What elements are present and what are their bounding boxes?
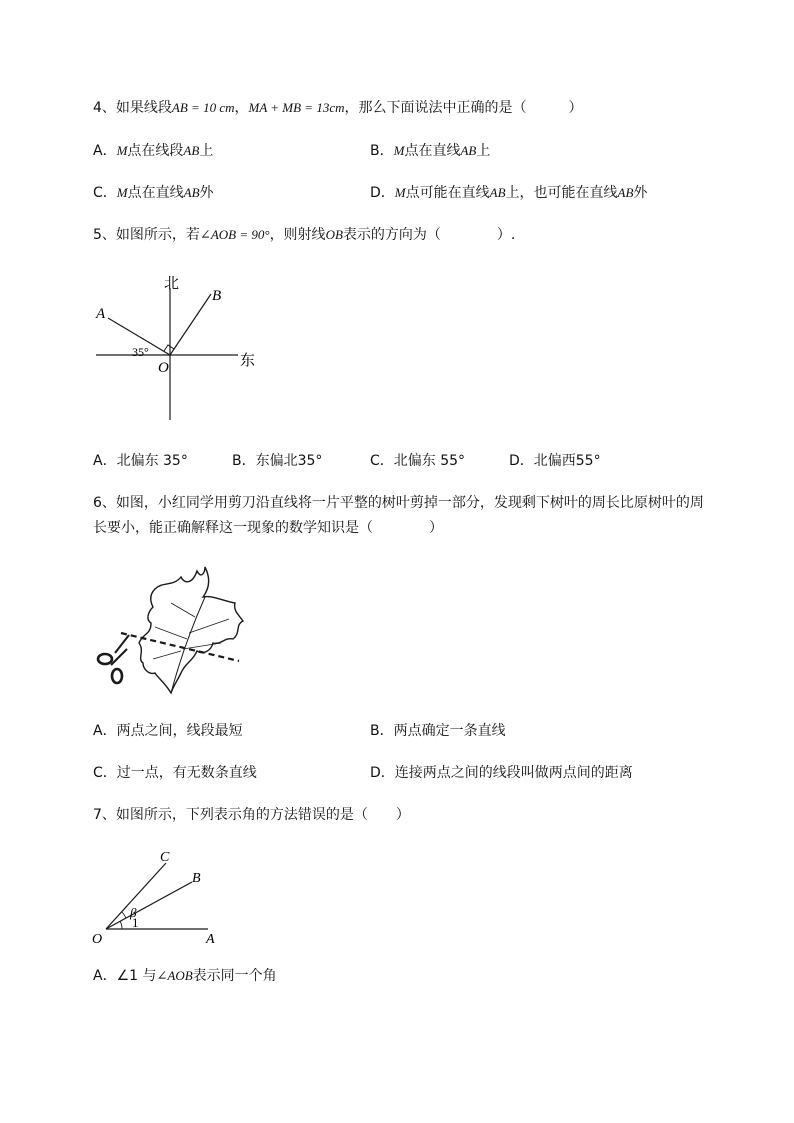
q5-option-b[interactable]: B．东偏北35°: [232, 453, 323, 469]
q7-angle-figure: [88, 845, 228, 950]
q4-option-d[interactable]: D．M点可能在直线AB上，也可能在直线AB外: [370, 185, 648, 201]
label-o: O: [92, 932, 103, 947]
q5-option-d[interactable]: D．北偏西55°: [509, 453, 601, 469]
q5-angle-expression: ∠AOB = 90°: [199, 227, 270, 242]
label-b: B: [212, 288, 222, 304]
q6-option-c[interactable]: C．过一点，有无数条直线: [93, 765, 257, 781]
q4-ab-expression: AB = 10 cm: [171, 100, 235, 115]
q4-stem: 4、如果线段AB = 10 cm，MA + MB = 13cm，那么下面说法中正确的是（ ）: [93, 100, 583, 116]
label-east: 东: [240, 353, 256, 369]
leaf-midrib: [171, 597, 205, 693]
q5-option-c[interactable]: C．北偏东 55°: [370, 453, 466, 469]
label-a: A: [96, 306, 106, 322]
cut-line: [121, 633, 239, 661]
q5-option-a[interactable]: A．北偏东 35°: [93, 453, 188, 469]
q6-stem-line1: 6、如图，小红同学用剪刀沿直线将一片平整的树叶剪掉一部分，发现剩下树叶的周长比原树叶的周: [93, 495, 704, 511]
q4-mamb-expression: MA + MB = 13cm: [248, 100, 345, 115]
right-angle-mark: [164, 345, 174, 351]
q5-stem: 5、如图所示，若∠AOB = 90°，则射线OB表示的方向为（ ）.: [93, 227, 516, 243]
q6-leaf-scissors-figure: [93, 563, 253, 698]
q4-option-c[interactable]: C．M点在直线AB外: [93, 185, 214, 201]
label-35-degree: 35°: [132, 345, 149, 359]
ray-ob: [106, 882, 192, 929]
q6-option-d[interactable]: D．连接两点之间的线段叫做两点间的距离: [370, 765, 633, 781]
label-b: B: [192, 871, 201, 886]
label-beta: β: [130, 905, 137, 920]
label-1: 1: [132, 915, 139, 930]
angle-1-arc: [120, 921, 122, 929]
q4-option-a[interactable]: A．M点在线段AB上: [93, 143, 214, 159]
q5-compass-figure: [88, 268, 268, 428]
scissors-icon: [98, 635, 129, 683]
q6-option-a[interactable]: A．两点之间，线段最短: [93, 723, 243, 739]
ray-ob: [170, 294, 211, 355]
q4-option-b[interactable]: B．M点在直线AB上: [370, 143, 491, 159]
label-north: 北: [164, 276, 180, 292]
q6-stem-line2: 长要小，能正确解释这一现象的数学知识是（ ）: [93, 520, 443, 536]
q7-stem: 7、如图所示，下列表示角的方法错误的是（ ）: [93, 807, 410, 823]
label-c: C: [160, 850, 170, 865]
angle-beta-arc: [122, 912, 126, 918]
q6-option-b[interactable]: B．两点确定一条直线: [370, 723, 506, 739]
label-o: O: [158, 360, 169, 376]
q7-option-a[interactable]: A．∠1 与∠AOB表示同一个角: [93, 968, 277, 984]
label-a: A: [206, 932, 215, 947]
